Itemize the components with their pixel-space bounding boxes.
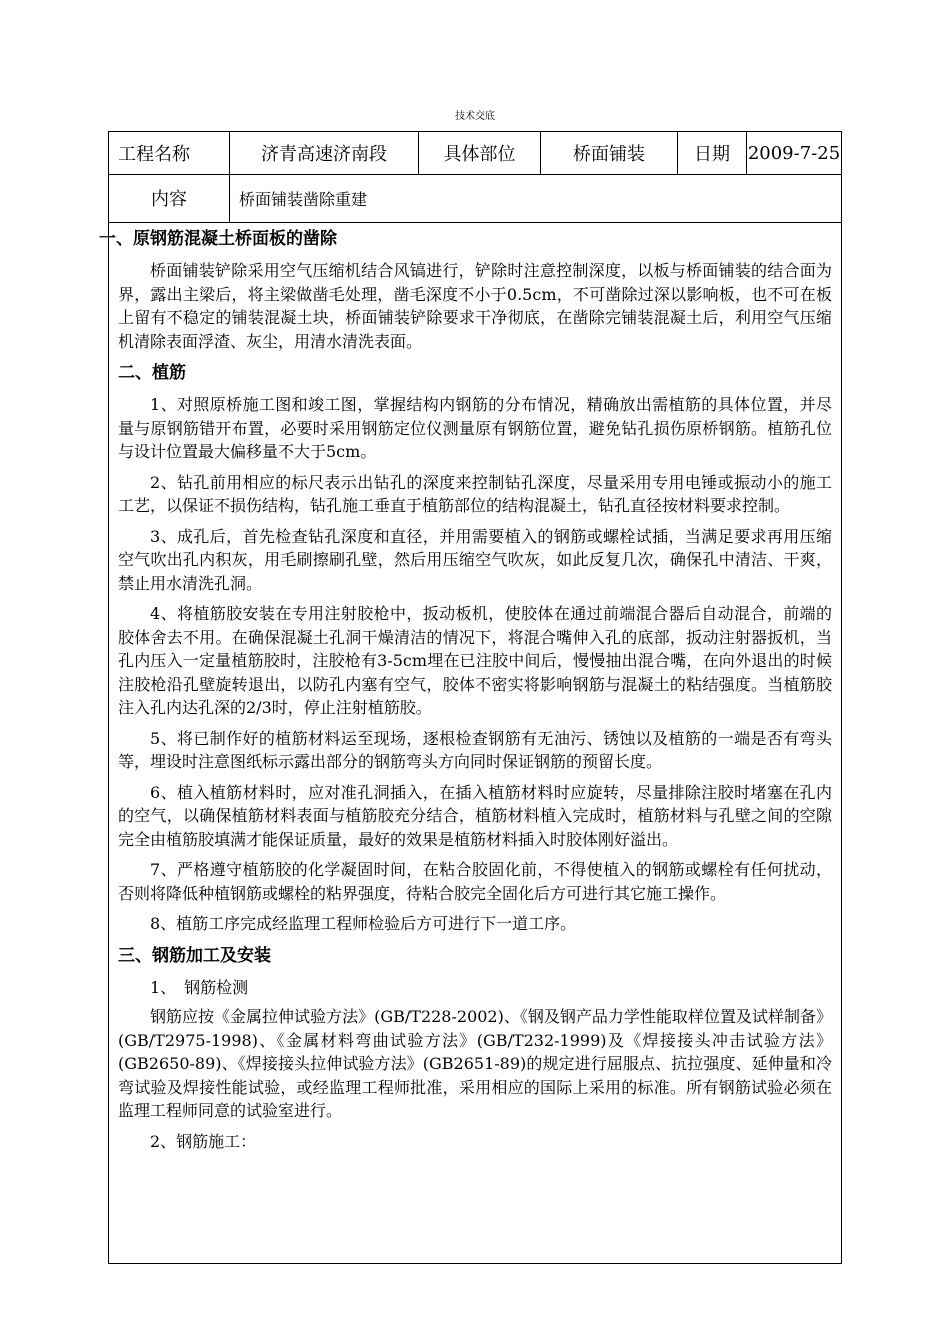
document-body: [99, 222, 841, 1160]
content-value: 桥面铺装凿除重建: [239, 189, 368, 209]
paragraph: 3、成孔后，首先检查钻孔深度和直径，并用需要植入的钢筋或螺栓试插，当满足要求再用压缩空气吹出孔内积灰，用毛刷擦刷孔壁，然后用压缩空气吹灰，如此反复几次，确保孔中清洁、干爽，禁止用水清洗孔洞。: [118, 526, 832, 593]
project-name-label: 工程名称: [109, 132, 230, 174]
disclosure-form: [99, 131, 842, 1264]
section-heading: 一、原钢筋混凝土桥面板的凿除: [99, 229, 337, 249]
content-label: 内容: [109, 174, 230, 222]
paragraph: 7、严格遵守植筋胶的化学凝固时间，在粘合胶固化前，不得使植入的钢筋或螺栓有任何扰动，否则将降低种植钢筋或螺栓的粘界强度，待粘合胶完全固化后方可进行其它施工操作。: [118, 860, 832, 903]
location-value: 桥面铺装: [541, 132, 678, 174]
date-value: 2009-7-25: [747, 142, 841, 164]
project-name-value: 济青高速济南段: [230, 132, 419, 174]
paragraph: 6、植入植筋材料时，应对准孔洞插入，在插入植筋材料时应旋转，尽量排除注胶时堵塞在孔内的空气，以确保植筋材料表面与植筋胶充分结合，植筋材料植入完成时，植筋材料与孔壁之间的空隙完全由植筋胶填满才能保证质量，最好的效果是植筋材料插入时胶体刚好溢出。: [118, 782, 832, 849]
paragraph: 钢筋应按《金属拉伸试验方法》(GB/T228-2002)、《钢及钢产品力学性能取样位置及试样制备》(GB/T2975-1998)、《金属材料弯曲试验方法》(GB/T232-1999)及《焊接接头冲击试验方法》(GB2650-89)、《焊接接头拉伸试验方法》(GB2651-89)的规定进行屈服点、抗拉强度、延伸量和冷弯试验及焊接性能试验，或经监理工程师批准，采用相应的国际上采用的标准。所有钢筋试验必须在监理工程师同意的试验室进行。: [118, 1007, 832, 1120]
paragraph: 1、 钢筋检测: [150, 977, 249, 997]
header-note: 技术交底: [455, 111, 495, 122]
paragraph: 2、钢筋施工：: [150, 1131, 257, 1151]
paragraph: 4、将植筋胶安装在专用注射胶枪中，扳动板机，使胶体在通过前端混合器后自动混合，前端的胶体舍去不用。在确保混凝土孔洞干燥清洁的情况下，将混合嘴伸入孔的底部，扳动注射器扳机，当孔内压入一定量植筋胶时，注胶枪有3-5cm埋在已注胶中间后，慢慢抽出混合嘴，在向外退出的时候注胶枪沿孔壁旋转退出，以防孔内塞有空气，胶体不密实将影响钢筋与混凝土的粘结强度。当植筋胶注入孔内达孔深的2/3时，停止注射植筋胶。: [118, 604, 832, 717]
content-row: [109, 174, 841, 223]
paragraph: 桥面铺装铲除采用空气压缩机结合风镐进行，铲除时注意控制深度，以板与桥面铺装的结合面为界，露出主梁后，将主梁做凿毛处理，凿毛深度不小于0.5cm，不可凿除过深以影响板，也不可在板上留有不稳定的铺装混凝土块，桥面铺装铲除要求干净彻底，在凿除完铺装混凝土后，利用空气压缩机清除表面浮渣、灰尘，用清水清洗表面。: [118, 261, 832, 351]
date-label: 日期: [678, 132, 747, 174]
section-heading: 二、植筋: [118, 363, 186, 383]
section-heading: 三、钢筋加工及安装: [118, 945, 271, 966]
info-row: [109, 132, 841, 175]
paragraph: 8、植筋工序完成经监理工程师检验后方可进行下一道工序。: [150, 914, 577, 933]
location-label: 具体部位: [419, 132, 541, 174]
paragraph: 2、钻孔前用相应的标尺表示出钻孔的深度来控制钻孔深度，尽量采用专用电锤或振动小的施工工艺，以保证不损伤结构，钻孔施工垂直于植筋部位的结构混凝土，钻孔直径按材料要求控制。: [118, 472, 832, 515]
paragraph: 1、对照原桥施工图和竣工图，掌握结构内钢筋的分布情况，精确放出需植筋的具体位置，并尽量与原钢筋错开布置，必要时采用钢筋定位仪测量原有钢筋位置，避免钻孔损伤原桥钢筋。植筋孔位与设计位置最大偏移量不大于5cm。: [118, 395, 832, 461]
paragraph: 5、将已制作好的植筋材料运至现场，逐根检查钢筋有无油污、锈蚀以及植筋的一端是否有弯头等，埋设时注意图纸标示露出部分的钢筋弯头方向同时保证钢筋的预留长度。: [118, 728, 832, 771]
